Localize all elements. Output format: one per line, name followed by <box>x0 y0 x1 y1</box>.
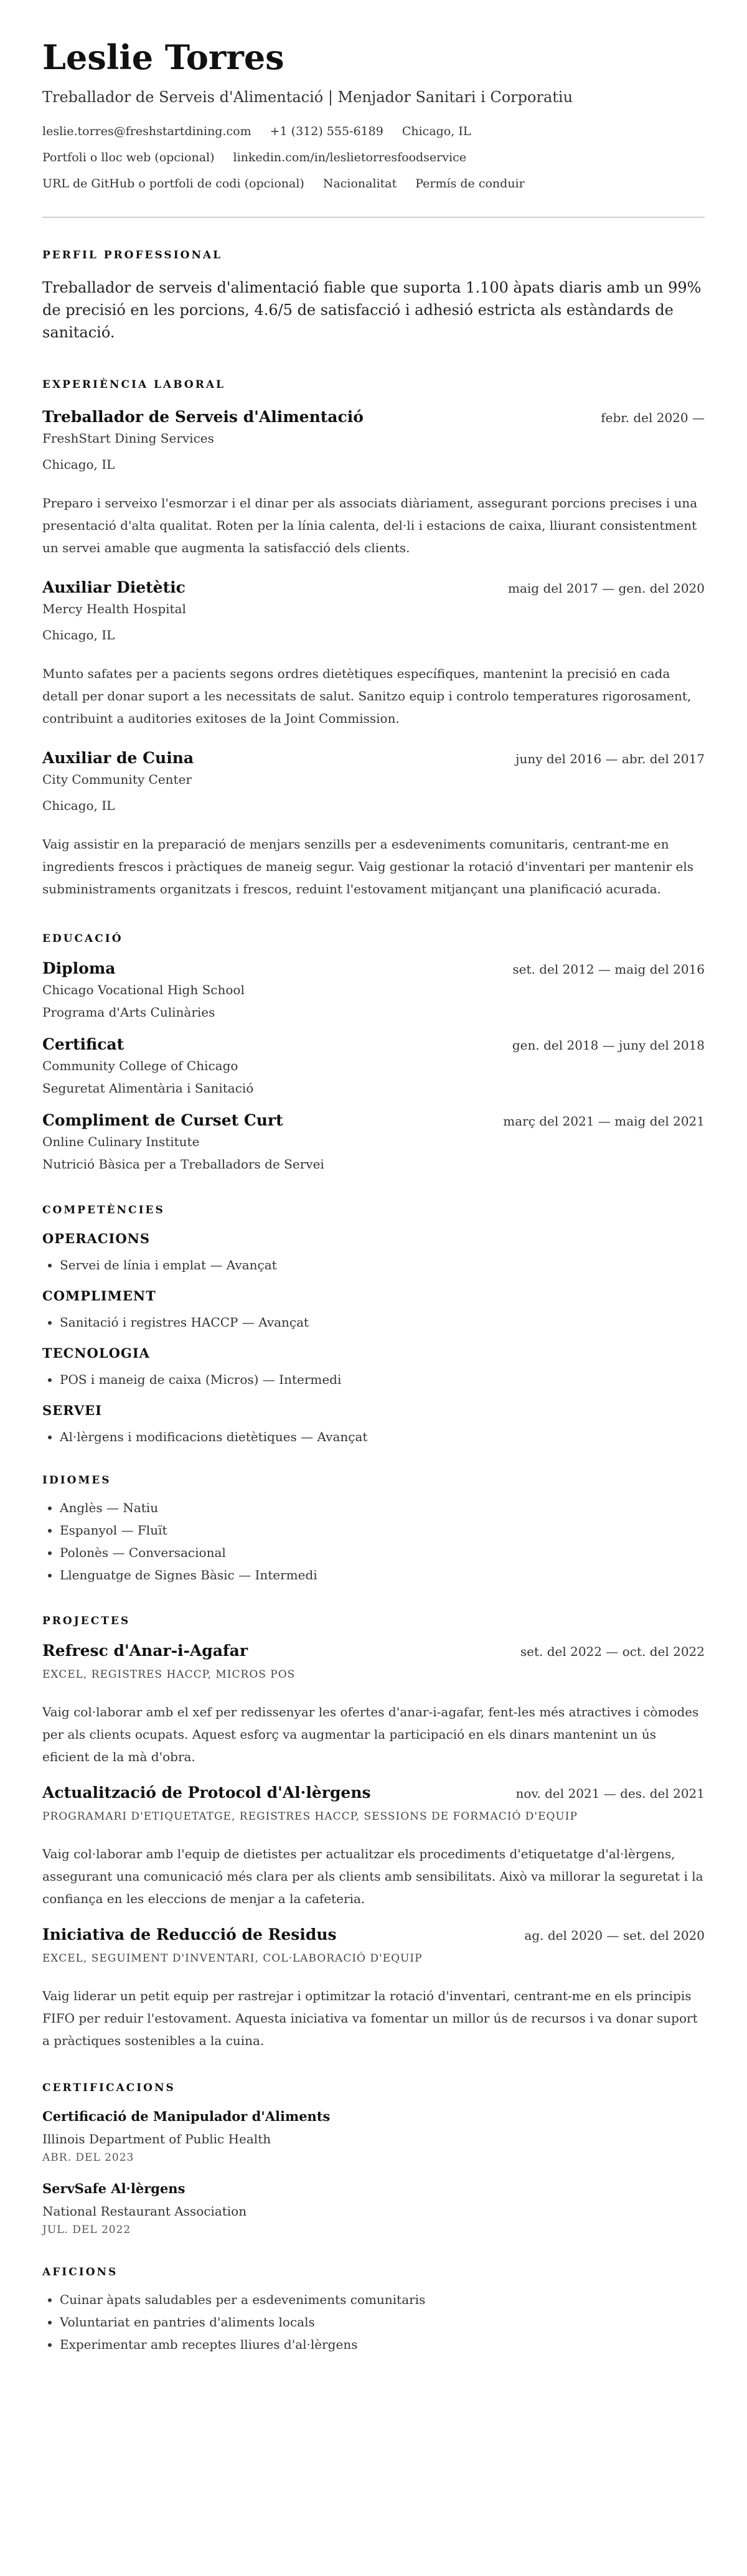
license-text: Permís de conduir <box>415 177 525 190</box>
section-title-education: EDUCACIÓ <box>42 933 123 945</box>
project-name: Actualització de Protocol d'Al·lèrgens <box>42 1784 371 1802</box>
program-name: Seguretat Alimentària i Sanitació <box>42 1081 254 1096</box>
program-name: Nutrició Bàsica per a Treballadors de Servei <box>42 1157 324 1172</box>
degree-title: Certificat <box>42 1035 125 1053</box>
hobby-item: • Voluntariat en pantries d'aliments locals <box>60 2311 705 2333</box>
contact-row-extra <box>42 176 705 192</box>
section-title-experience: EXPERIÈNCIA LABORAL <box>42 378 225 391</box>
job-company: FreshStart Dining Services <box>42 431 214 446</box>
project-tags: EXCEL, SEGUIMENT D'INVENTARI, COL·LABORACIÓ D'EQUIP <box>42 1952 423 1965</box>
language-item: • Llenguatge de Signes Bàsic — Intermedi <box>60 1564 705 1586</box>
education-date: set. del 2012 — maig del 2016 <box>512 962 705 977</box>
skill-list <box>42 1311 705 1333</box>
school-name: Chicago Vocational High School <box>42 982 245 997</box>
hobby-item: • Experimentar amb receptes lliures d'al·lèrgens <box>60 2333 705 2356</box>
contact-row-links <box>42 149 705 166</box>
language-item: • Anglès — Natiu <box>60 1497 705 1519</box>
skill-list <box>42 1426 705 1448</box>
experience-item <box>42 407 705 559</box>
certification-name: Certificació de Manipulador d'Aliments <box>42 2108 331 2124</box>
certification-issuer: National Restaurant Association <box>42 2204 247 2219</box>
project-date: ag. del 2020 — set. del 2020 <box>524 1928 705 1943</box>
certification-date: JUL. DEL 2022 <box>42 2224 131 2236</box>
education-date: gen. del 2018 — juny del 2018 <box>512 1038 705 1053</box>
email-link[interactable]: leslie.torres@freshstartdining.com <box>42 125 251 138</box>
skill-item: • POS i maneig de caixa (Micros) — Intermedi <box>60 1368 705 1391</box>
project-description: Vaig col·laborar amb l'equip de dietistes per actualitzar els procediments d'etiquetatge d'al·lèrgens, assegurant una comunicació més clara per als clients amb sensibilitats. Això va millorar la seguretat i la confiança en les eleccions de menjar a la cafeteria. <box>42 1846 703 1906</box>
school-name: Community College of Chicago <box>42 1058 238 1073</box>
project-name: Iniciativa de Reducció de Residus <box>42 1925 337 1944</box>
job-description: Preparo i serveixo l'esmorzar i el dinar per als associats diàriament, assegurant porcions precises i una presentació d'alta qualitat. Roten per la línia calenta, del·li i estacions de caixa, lliurant consistentment un servei amable que augmenta la satisfacció dels clients. <box>42 496 698 555</box>
hobby-list <box>42 2288 705 2356</box>
skill-list <box>42 1368 705 1391</box>
job-date: febr. del 2020 — <box>601 410 705 425</box>
skill-item: • Servei de línia i emplat — Avançat <box>60 1254 705 1276</box>
job-title: Treballador de Serveis d'Alimentació <box>42 408 364 426</box>
skill-category: TECNOLOGIA <box>42 1345 150 1361</box>
education-item <box>42 959 705 1021</box>
portfolio-link[interactable]: Portfoli o lloc web (opcional) <box>42 151 215 164</box>
section-title-certifications: CERTIFICACIONS <box>42 2082 176 2094</box>
job-company: City Community Center <box>42 772 192 787</box>
skill-category: OPERACIONS <box>42 1231 151 1246</box>
location-text: Chicago, IL <box>402 125 471 138</box>
experience-item <box>42 578 705 730</box>
language-item: • Polonès — Conversacional <box>60 1541 705 1564</box>
certification-date: ABR. DEL 2023 <box>42 2151 134 2164</box>
phone-text: +1 (312) 555-6189 <box>270 125 383 138</box>
project-tags: EXCEL, REGISTRES HACCP, MICROS POS <box>42 1668 296 1681</box>
section-title-projects: PROJECTES <box>42 1615 131 1627</box>
section-title-hobbies: AFICIONS <box>42 2266 118 2278</box>
section-title-skills: COMPETÈNCIES <box>42 1204 165 1216</box>
language-list <box>42 1497 705 1586</box>
certification-name: ServSafe Al·lèrgens <box>42 2181 186 2196</box>
certification-item <box>42 2180 705 2237</box>
contact-row-primary <box>42 123 705 139</box>
job-location: Chicago, IL <box>42 628 115 642</box>
education-date: març del 2021 — maig del 2021 <box>503 1114 705 1129</box>
job-date: maig del 2017 — gen. del 2020 <box>508 581 705 596</box>
education-item <box>42 1111 705 1173</box>
candidate-name: Leslie Torres <box>42 37 284 77</box>
certification-item <box>42 2108 705 2165</box>
project-tags: PROGRAMARI D'ETIQUETATGE, REGISTRES HACCP, SESSIONS DE FORMACIÓ D'EQUIP <box>42 1810 578 1823</box>
project-description: Vaig col·laborar amb el xef per redissenyar les ofertes d'anar-i-agafar, fent-les més atractives i còmodes per als clients ocupats. Aquest esforç va augmentar la participació en els dinars mantenint un ús eficient de la mà d'obra. <box>42 1704 699 1764</box>
experience-item <box>42 748 705 900</box>
header-divider <box>42 217 705 218</box>
job-date: juny del 2016 — abr. del 2017 <box>515 751 705 766</box>
job-description: Vaig assistir en la preparació de menjars senzills per a esdeveniments comunitaris, centrant-me en ingredients frescos i pràctiques de maneig segur. Vaig gestionar la rotació d'inventari per mantenir els subministraments organitzats i frescos, reduint l'estovament mitjançant una planificació acurada. <box>42 837 693 896</box>
nationality-text: Nacionalitat <box>322 177 397 190</box>
hobby-item: • Cuinar àpats saludables per a esdeveniments comunitaris <box>60 2288 705 2311</box>
project-description: Vaig liderar un petit equip per rastrejar i optimitzar la rotació d'inventari, centrant-me en els principis FIFO per reduir l'estovament. Aquesta iniciativa va fomentar un millor ús de recursos i va donar suport a pràctiques sostenibles a la cuina. <box>42 1988 698 2048</box>
language-item: • Espanyol — Fluït <box>60 1519 705 1541</box>
project-item <box>42 1925 705 2052</box>
project-date: nov. del 2021 — des. del 2021 <box>515 1786 705 1801</box>
skill-category: SERVEI <box>42 1403 102 1418</box>
degree-title: Diploma <box>42 959 116 977</box>
project-date: set. del 2022 — oct. del 2022 <box>520 1644 705 1659</box>
certification-issuer: Illinois Department of Public Health <box>42 2132 271 2146</box>
summary-text: Treballador de serveis d'alimentació fiable que suporta 1.100 àpats diaris amb un 99% de precisió en les porcions, 4.6/5 de satisfacció i adhesió estricta als estàndards de sanitació. <box>42 279 702 341</box>
job-description: Munto safates per a pacients segons ordres dietètiques específiques, mantenint la precisió en cada detall per donar suport a les necessitats de salut. Sanitzo equip i controlo temperatures rigorosament, contribuint a auditories exitoses de la Joint Commission. <box>42 666 692 726</box>
project-name: Refresc d'Anar-i-Agafar <box>42 1642 248 1660</box>
school-name: Online Culinary Institute <box>42 1134 200 1149</box>
skill-item: • Sanitació i registres HACCP — Avançat <box>60 1311 705 1333</box>
section-title-languages: IDIOMES <box>42 1474 111 1487</box>
headline: Treballador de Serveis d'Alimentació | Menjador Sanitari i Corporatiu <box>42 88 573 106</box>
job-title: Auxiliar de Cuina <box>42 749 194 767</box>
skill-item: • Al·lèrgens i modificacions dietètiques — Avançat <box>60 1426 705 1448</box>
job-title: Auxiliar Dietètic <box>42 578 186 596</box>
job-location: Chicago, IL <box>42 457 115 472</box>
linkedin-link[interactable]: linkedin.com/in/leslietorresfoodservice <box>233 151 466 164</box>
skill-category: COMPLIMENT <box>42 1288 156 1304</box>
education-item <box>42 1035 705 1097</box>
program-name: Programa d'Arts Culinàries <box>42 1005 215 1020</box>
project-item <box>42 1783 705 1910</box>
section-title-summary: PERFIL PROFESSIONAL <box>42 249 223 261</box>
degree-title: Compliment de Curset Curt <box>42 1111 283 1129</box>
job-location: Chicago, IL <box>42 798 115 813</box>
skill-list <box>42 1254 705 1276</box>
project-item <box>42 1641 705 1768</box>
github-link[interactable]: URL de GitHub o portfoli de codi (opcional) <box>42 177 304 190</box>
job-company: Mercy Health Hospital <box>42 601 186 616</box>
